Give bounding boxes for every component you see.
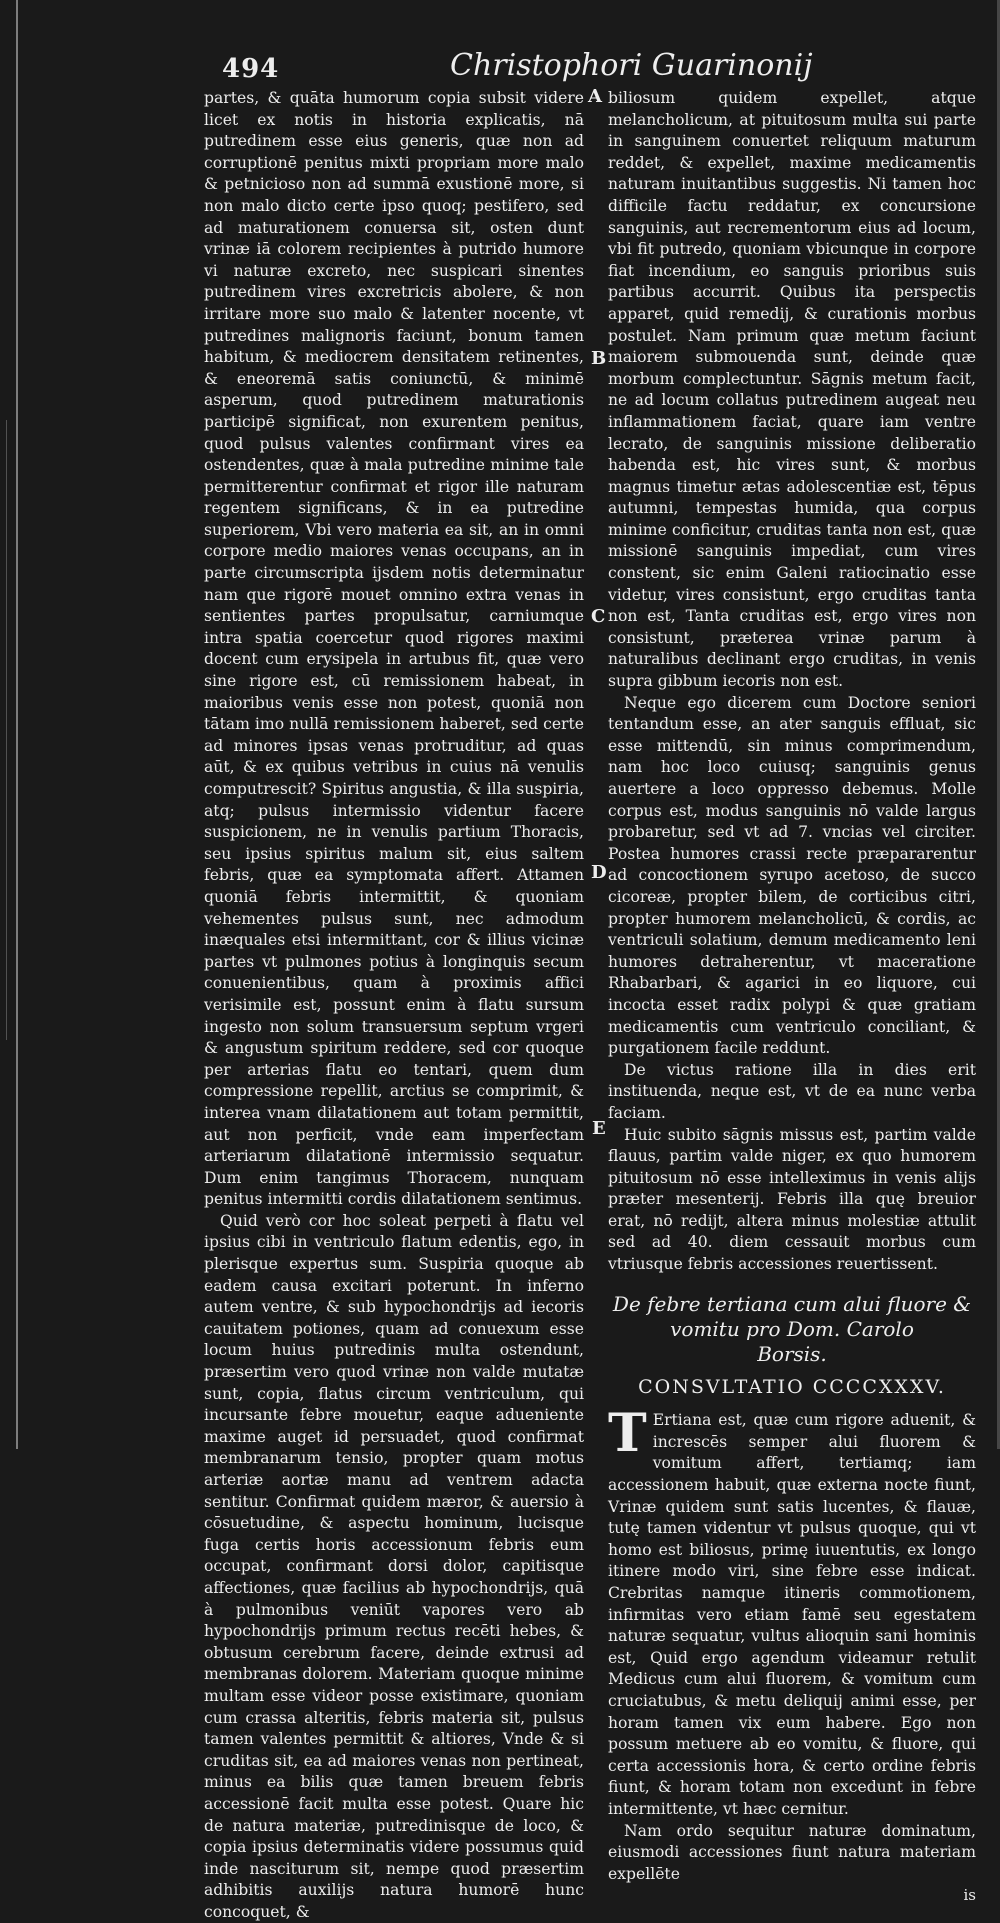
right-paragraph-4: Huic subito sāgnis missus est, partim valde flauus, partim valde niger, ex quo humorem pituitosum nō esse intelleximus in venis alijs præter mesenterij. Febris illa quę breuior erat, nō redijt, altera minus molestiæ attulit sed ad 40. diem cessauit morbus cum vtriusque febris accessiones reuertissent. bbox=[608, 1125, 976, 1274]
margin-letter-e: E bbox=[592, 1118, 606, 1139]
running-header bbox=[220, 46, 813, 90]
right-column bbox=[608, 88, 976, 1907]
consultatio-heading: CONSVLTATIO CCCCXXXV. bbox=[638, 1375, 946, 1398]
left-column bbox=[204, 88, 584, 1923]
section-title-line-2: vomitu pro Dom. Carolo bbox=[670, 1316, 914, 1341]
section-title bbox=[608, 1292, 976, 1367]
right-paragraph-3: De victus ratione illa in dies erit instituenda, neque est, vt de ea nunc verba faciam. bbox=[608, 1060, 976, 1122]
right-paragraph-2: Neque ego dicerem cum Doctore seniori tentandum esse, an ater sanguis effluat, sic esse mittendū, sin minus comprimendum, nam hoc loco cuiusq; sanguinis genus auertere a loco oppresso debemus. Molle corpus est, modus sanguinis nō valde largus probaretur, sed vt ad 7. vncias vel circiter. Postea humores crassi recte præpararentur ad concoctionem syrupo acetoso, de succo cicoreæ, propter bilem, de corticibus citri, propter humorem melancholicū, & cordis, ac ventriculi solatium, demum medicamento leni humores detraherentur, vt maceratione Rhabarbari, & agarici in eo liquore, cui incocta esset radix polypi & quæ gratiam medicamentis cum ventriculo conciliant, & purgationem facile reddunt. bbox=[608, 693, 976, 1058]
left-paragraph-1: partes, & quāta humorum copia subsit videre licet ex notis in historia explicatis, nā putredinem esse eius generis, quæ non ad corruptionē penitus mixti propriam more malo & petnicioso non ad summā exustionē more, si non malo dicto certe ipso quoq; pestifero, sed ad maturationem conuersa sit, osten dunt vrinæ iā colorem recipientes à putrido humore vi naturæ excreto, nec suspicari sinentes putredinem vires excretricis abolere, & non irritare more suo malo & latenter nocente, vt putredines malignoris faciunt, bonum tamen habitum, & mediocrem densitatem retinentes, & eneoremā satis coniunctū, & minimē asperum, quod putredinem maturationis participē significat, non exurentem penitus, quod pulsus valentes confirmant vires ea ostendentes, quæ à mala putredine minime tale permitterentur confirmat et rigor ille naturam regentem significans, & in ea putredine superiorem, Vbi vero materia ea sit, an in omni corpore medio maiores venas occupans, an in parte circumscripta ijsdem notis determinatur nam que rigorē mouet omnino extra venas in sentientes partes propulsatur, carniumque intra spatia coercetur quod rigores maximi docent cum erysipela in artubus fit, quæ vero sine rigore est, cū remissionem habeat, in maioribus venis esse non potest, quoniā non tātam imo nullā remissionem haberet, sed certe ad minores ipsas venas protruditur, ad quas aūt, & ex quibus vetribus in cuius nā venulis computrescit? Spiritus angustia, & illa suspiria, atq; pulsus intermissio videntur facere suspicionem, ne in venulis partium Thoracis, seu ipsius spiritus malum sit, eius saltem febris, quæ ea symptomata affert. Attamen quoniā febris intermittit, & quoniam vehementes pulsus sunt, nec admodum inæquales etsi intermittant, cor & illius vicinæ partes vt pulmones potius à longinquis secum conuenientibus, quam à proximis affici verisimile est, possunt enim à flatu sursum ingesto non solum transuersum septum vrgeri & angustum spiritum reddere, sed cor quoque per arterias flatu eo tentari, quem dum compressione repellit, arctius se comprimit, & interea vnam dilatationem aut totam permittit, aut non perficit, vnde eam imperfectam arteriarum dilatationē intermissio sequatur. Dum enim tangimus Thoracem, nunquam penitus intermitti cordis dilatationem sentimus. bbox=[204, 89, 584, 1209]
running-title: Christophori Guarinonij bbox=[450, 48, 813, 83]
margin-letter-a: A bbox=[588, 86, 602, 107]
margin-letter-b: B bbox=[591, 348, 607, 369]
right-paragraph-1: biliosum quidem expellet, atque melancholicum, at pituitosum multa sui parte in sanguinem conuertet reliquum maturum reddet, & expellet, maxime medicamentis naturam inuitantibus suggestis. Ni tamen hoc difficile factu reddatur, ex concursione sanguinis, aut recrementorum eius ad locum, vbi fit putredo, quoniam vbicunque in corpore fiat incendium, eo sanguis prioribus suis partibus accurrit. Quibus ita perspectis apparet, quid remedij, & curationis morbus postulet. Nam primum quæ metum faciunt maiorem submouenda sunt, deinde quæ morbum complectuntur. Sāgnis metum facit, ne ad locum collatus putredinem augeat neu inflammationem faciat, quare iam ventre lecrato, de sanguinis missione deliberatio habenda est, hic vires sunt, & morbus magnus timetur ætas adolescentiæ est, tēpus autumni, tempestas humida, qua corpus minime conficitur, cruditas tanta non est, quæ missionē sanguinis impediat, cum vires constent, sic enim Galeni ratiocinatio esse videtur, vires consistunt, ergo cruditas tanta non est, Tanta cruditas est, ergo vires non consistunt, præterea vrinæ parum à naturalibus declinant ergo cruditas, in venis supra gibbum iecoris non est. bbox=[608, 89, 976, 691]
catchword: is bbox=[963, 1886, 976, 1905]
right-paragraph-6: Nam ordo sequitur naturæ dominatum, eiusmodi accessiones fiunt natura materiam expellēte bbox=[608, 1821, 976, 1883]
margin-letter-c: C bbox=[591, 606, 606, 627]
left-paragraph-2: Quid verò cor hoc soleat perpeti à flatu vel ipsius cibi in ventriculo flatum edentis, ego, in plerisque expertus sum. Suspiria quoque ab eadem causa excitari poterunt. In inferno autem ventre, & sub hypochondrijs ad iecoris cauitatem potiones, quam ad conuexum esse locum huius putredinis multa ostendunt, præsertim vero quod vrinæ non valde mutatæ sunt, copia, flatus circum ventriculum, qui incursante febre mouetur, eaque adueniente maxime auget id persuadet, quod confirmat membranarum tensio, propter quam motus arteriæ aortæ manu ad ventrem adacta sentitur. Confirmat quidem mæror, & auersio à cōsuetudine, & aspectu hominum, lucisque fuga certis horis accessionum febris eum occupat, confirmant dorsi dolor, capitisque affectiones, quæ facilius ab hypochondrijs, quā à pulmonibus veniūt vapores vero ab hypochondrijs primum rectus recēti hebes, & obtusum cerebrum facere, deinde extrusi ad membranas dolorem. Materiam quoque minime multam esse videor posse existimare, quoniam cum crassa alteritis, febris materia sit, pulsus tamen valentes permittit & altiores, Vnde & si cruditas sit, ea ad maiores venas non pertineat, minus ea bilis quæ tamen breuem febris accessionē facit multa esse potest. Quare hic de natura materiæ, putredinisque de loco, & copia ipsius determinatis videre possumus quid inde nasciturum sit, nempe quod præsertim adhibitis auxilijs natura humorē hunc concoquet, & bbox=[204, 1211, 584, 1921]
left-page-edge bbox=[16, 0, 18, 1449]
drop-cap: T bbox=[608, 1403, 647, 1465]
gutter-shadow bbox=[6, 420, 7, 1040]
section-title-line-1: De febre tertiana cum alui fluore & bbox=[612, 1291, 972, 1316]
right-paragraph-5: Ertiana est, quæ cum rigore aduenit, & increscēs semper alui fluorem & vomitum affert, tertiamq; iam accessionem habuit, quæ externa nocte fiunt, Vrinæ quidem sunt satis lucentes, & flauæ, tutę tamen videntur vt pulsus quoque, qui vt homo est biliosus, primę iuuentutis, ex longo itinere modo viri, sine febre esse indicat. Crebritas namque itineris commotionem, infirmitas vero etiam famē seu egestatem naturæ sequatur, vultus alioquin sani hominis est, Quid ergo agendum videamur retulit Medicus cum alui fluorem, & vomitum cum cruciatubus, & metu deliquij animi esse, per horam tamen vix eum habere. Ego non possum metuere ab eo vomitu, & fluore, qui certa accessionis hora, & certo ordine febris fiunt, & horam totam non excedunt in febre intermittente, vt hæc cernitur. bbox=[608, 1411, 976, 1818]
margin-letter-d: D bbox=[591, 862, 607, 883]
section-title-line-3: Borsis. bbox=[757, 1341, 827, 1366]
page-number: 494 bbox=[222, 54, 280, 84]
